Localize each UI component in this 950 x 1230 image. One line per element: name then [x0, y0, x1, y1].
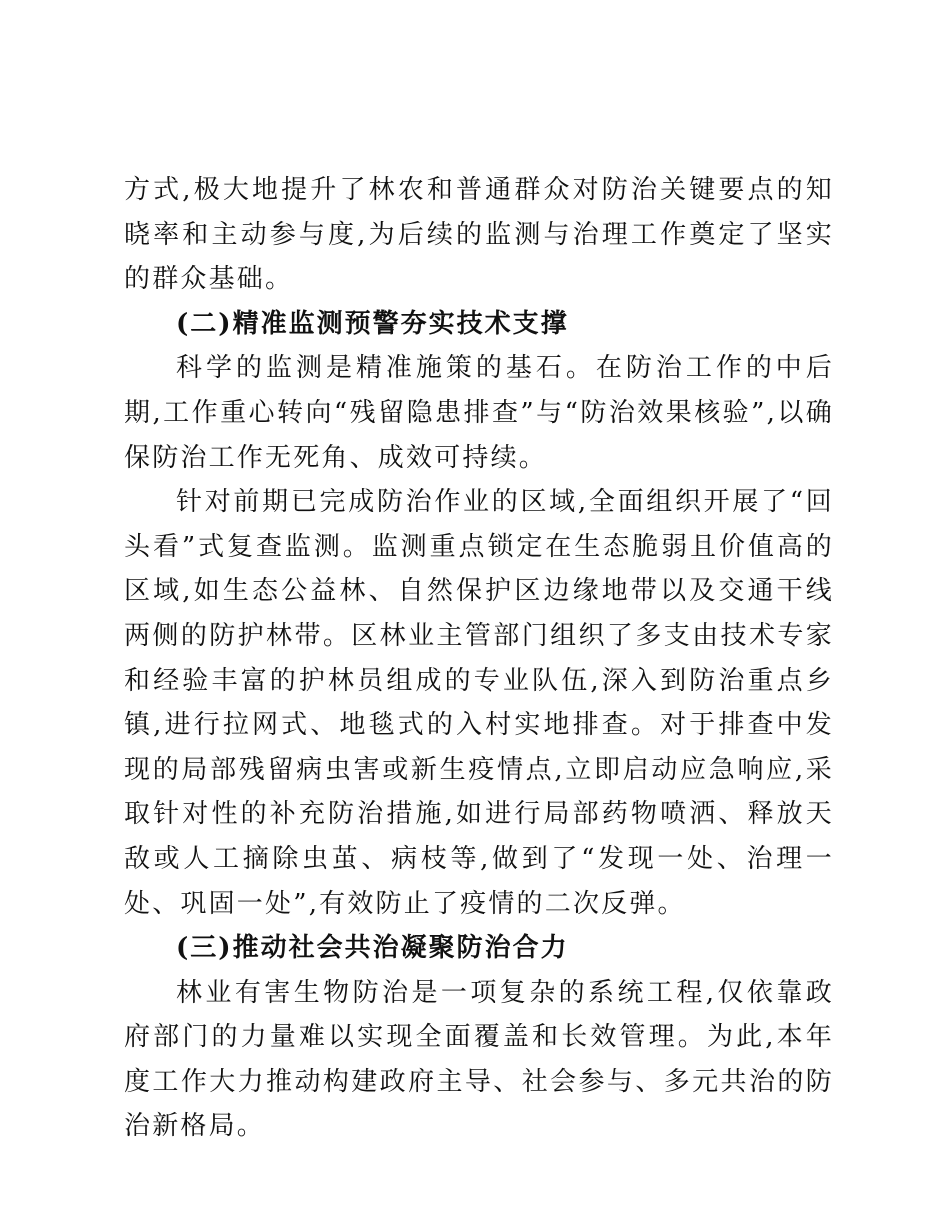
- section-heading-3: (三)推动社会共治凝聚防治合力: [176, 933, 569, 964]
- paragraph-social-cogovernance: 林业有害生物防治是一项复杂的系统工程,仅依靠政府部门的力量难以实现全面覆盖和长效管理。为此,本年度工作大力推动构建政府主导、社会参与、多元共治的防治新格局。: [124, 977, 834, 1142]
- paragraph-review-monitoring: 针对前期已完成防治作业的区域,全面组织开展了“回头看”式复查监测。监测重点锁定在生态脆弱且价值高的区域,如生态公益林、自然保护区边缘地带以及交通干线两侧的防护林带。区林业主管部门组织了多支由技术专家和经验丰富的护林员组成的专业队伍,深入到防治重点乡镇,进行拉网式、地毯式的入村实地排查。对于排查中发现的局部残留病虫害或新生疫情点,立即启动应急响应,采取针对性的补充防治措施,如进行局部药物喷洒、释放天敌或人工摘除虫茧、病枝等,做到了“发现一处、治理一处、巩固一处”,有效防止了疫情的二次反弹。: [124, 487, 834, 919]
- paragraph-continuation: 方式,极大地提升了林农和普通群众对防治关键要点的知晓率和主动参与度,为后续的监测与治理工作奠定了坚实的群众基础。: [124, 175, 834, 295]
- paragraph-monitoring-intro: 科学的监测是精准施策的基石。在防治工作的中后期,工作重心转向“残留隐患排查”与“防治效果核验”,以确保防治工作无死角、成效可持续。: [124, 353, 834, 473]
- section-heading-2: (二)精准监测预警夯实技术支撑: [176, 308, 569, 339]
- document-body: [124, 168, 834, 1149]
